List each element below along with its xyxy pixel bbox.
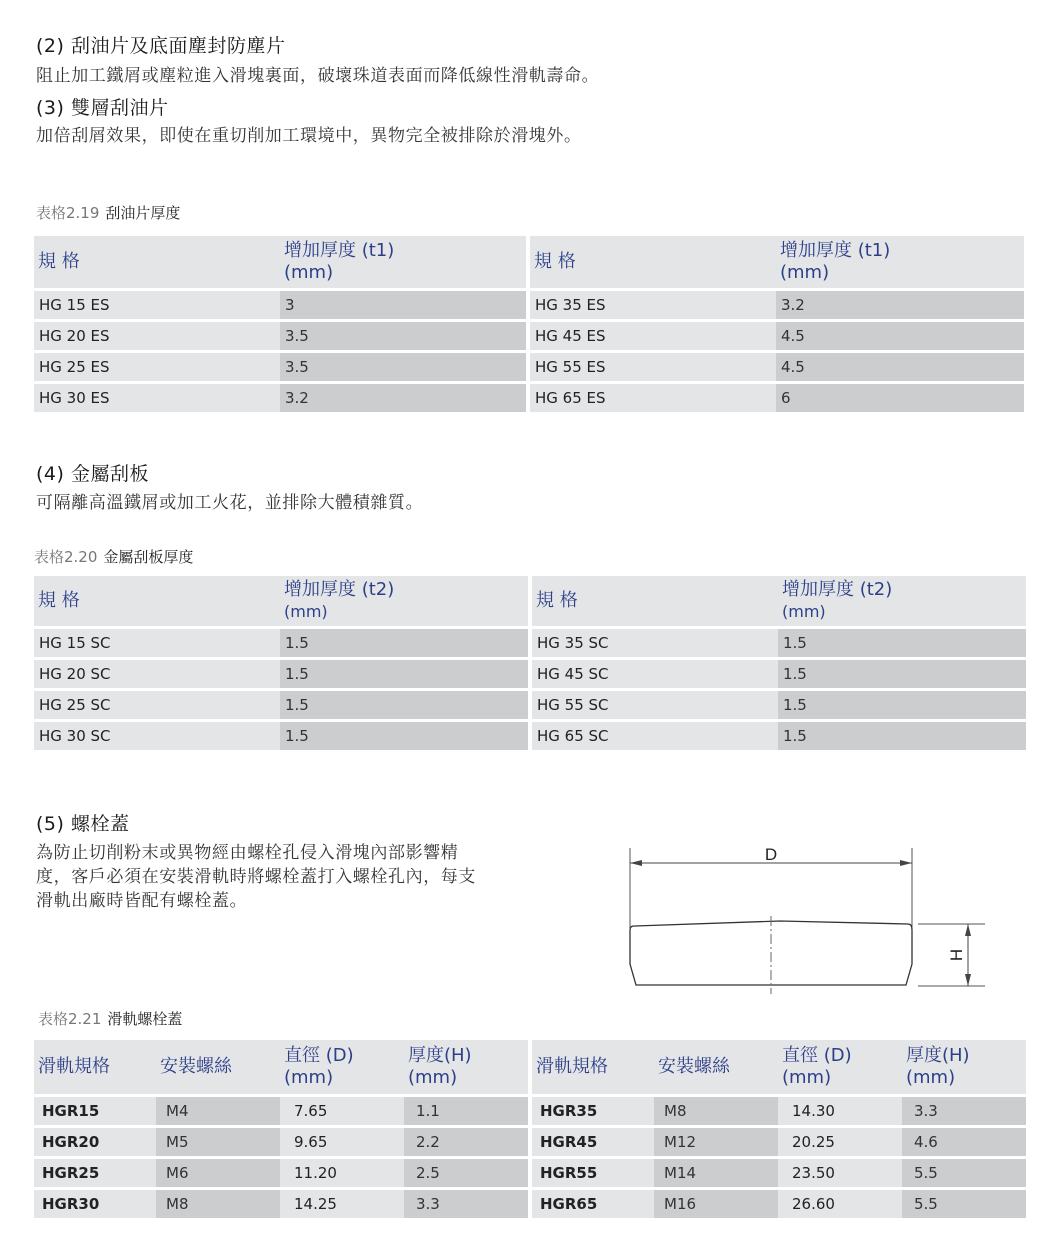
header-thickness-unit: (mm) xyxy=(408,1067,458,1088)
value-cell: 1.5 xyxy=(280,691,528,719)
spec-cell: HG 55 SC xyxy=(532,691,778,719)
section-5-text-line: 度，客戶必須在安裝滑軌時將螺栓蓋打入螺栓孔內，每支 xyxy=(36,867,476,887)
d-label: D xyxy=(764,845,778,864)
spec-cell: HG 25 ES xyxy=(34,353,280,381)
thickness-cell: 4.6 xyxy=(902,1128,1026,1156)
table-row xyxy=(34,291,1024,319)
section-4-heading: (4) 金屬刮板 xyxy=(36,463,149,485)
caption-number: 表格2.19 xyxy=(36,204,100,222)
value-cell: 3.5 xyxy=(280,322,526,350)
header-rail: 滑軌規格 xyxy=(532,1040,654,1094)
h-arrow-bottom xyxy=(965,974,971,986)
spec-cell: HG 20 SC xyxy=(34,660,280,688)
table-2-20 xyxy=(34,573,1026,753)
section-3-heading: (3) 雙層刮油片 xyxy=(36,97,169,119)
spec-cell: HG 65 SC xyxy=(532,722,778,750)
table-2-19-caption xyxy=(36,203,180,223)
table-row xyxy=(34,384,1024,412)
table-row xyxy=(34,691,1026,719)
spec-cell: HG 35 SC xyxy=(532,629,778,657)
section-4-text: 可隔離高溫鐵屑或加工火花，並排除大體積雜質。 xyxy=(36,493,424,513)
diameter-cell: 9.65 xyxy=(280,1128,404,1156)
value-cell: 3.5 xyxy=(280,353,526,381)
diameter-cell: 20.25 xyxy=(778,1128,902,1156)
header-diameter xyxy=(778,1040,902,1094)
diameter-cell: 26.60 xyxy=(778,1190,902,1218)
thickness-cell: 3.3 xyxy=(902,1097,1026,1125)
header-thickness xyxy=(280,576,528,626)
screw-cell: M8 xyxy=(156,1190,280,1218)
rail-cell: HGR20 xyxy=(34,1128,156,1156)
value-cell: 3 xyxy=(280,291,526,319)
caption-title: 金屬刮板厚度 xyxy=(103,548,194,566)
table-2-21-caption xyxy=(38,1009,182,1029)
header-thickness xyxy=(776,236,1024,288)
header-thickness-line1: 增加厚度 (t1) xyxy=(284,240,395,261)
diameter-cell: 14.30 xyxy=(778,1097,902,1125)
header-thickness-unit: (mm) xyxy=(780,262,830,283)
table-row xyxy=(34,660,1026,688)
header-thickness-unit: (mm) xyxy=(284,262,334,283)
value-cell: 1.5 xyxy=(280,660,528,688)
header-screw: 安裝螺絲 xyxy=(156,1040,280,1094)
spec-cell: HG 15 ES xyxy=(34,291,280,319)
screw-cell: M12 xyxy=(654,1128,778,1156)
spec-cell: HG 45 ES xyxy=(530,322,776,350)
value-cell: 1.5 xyxy=(778,660,1026,688)
table-row xyxy=(34,322,1024,350)
header-diameter-line1: 直徑 (D) xyxy=(782,1045,852,1066)
screw-cell: M14 xyxy=(654,1159,778,1187)
header-thickness-line1: 增加厚度 (t2) xyxy=(782,579,893,600)
spec-cell: HG 30 ES xyxy=(34,384,280,412)
section-5-heading: (5) 螺栓蓋 xyxy=(36,813,130,835)
header-thickness-line1: 厚度(H) xyxy=(408,1045,472,1066)
header-rail: 滑軌規格 xyxy=(34,1040,156,1094)
value-cell: 3.2 xyxy=(776,291,1024,319)
thickness-cell: 2.5 xyxy=(404,1159,528,1187)
d-arrow-left xyxy=(630,860,642,866)
spec-cell: HG 15 SC xyxy=(34,629,280,657)
caption-title: 滑軌螺栓蓋 xyxy=(107,1010,183,1028)
thickness-cell: 5.5 xyxy=(902,1159,1026,1187)
caption-number: 表格2.21 xyxy=(38,1010,102,1028)
rail-cell: HGR35 xyxy=(532,1097,654,1125)
section-2-text: 阻止加工鐵屑或塵粒進入滑塊裏面，破壞珠道表面而降低線性滑軌壽命。 xyxy=(36,66,600,86)
h-arrow-top xyxy=(965,924,971,936)
header-diameter xyxy=(280,1040,404,1094)
screw-cell: M4 xyxy=(156,1097,280,1125)
table-2-21 xyxy=(34,1037,1026,1221)
spec-cell: HG 30 SC xyxy=(34,722,280,750)
table-row xyxy=(34,1128,1026,1156)
value-cell: 3.2 xyxy=(280,384,526,412)
section-3-text: 加倍刮屑效果，即使在重切削加工環境中，異物完全被排除於滑塊外。 xyxy=(36,126,582,146)
table-row xyxy=(34,353,1024,381)
header-spec: 規 格 xyxy=(532,576,778,626)
header-thickness-unit: (mm) xyxy=(782,602,826,621)
bolt-cap-diagram xyxy=(620,830,1000,1005)
table-header-row xyxy=(34,576,1026,626)
table-header-row xyxy=(34,1040,1026,1094)
spec-cell: HG 35 ES xyxy=(530,291,776,319)
header-thickness xyxy=(404,1040,528,1094)
section-5-text xyxy=(36,841,476,913)
rail-cell: HGR25 xyxy=(34,1159,156,1187)
table-header-row xyxy=(34,236,1024,288)
diameter-cell: 11.20 xyxy=(280,1159,404,1187)
header-thickness-line1: 增加厚度 (t2) xyxy=(284,579,395,600)
value-cell: 1.5 xyxy=(778,691,1026,719)
thickness-cell: 1.1 xyxy=(404,1097,528,1125)
header-thickness-line1: 厚度(H) xyxy=(906,1045,970,1066)
screw-cell: M6 xyxy=(156,1159,280,1187)
value-cell: 4.5 xyxy=(776,322,1024,350)
diameter-cell: 7.65 xyxy=(280,1097,404,1125)
thickness-cell: 5.5 xyxy=(902,1190,1026,1218)
table-2-19 xyxy=(34,233,1024,415)
rail-cell: HGR15 xyxy=(34,1097,156,1125)
diameter-cell: 23.50 xyxy=(778,1159,902,1187)
table-2-20-caption xyxy=(34,547,193,567)
value-cell: 1.5 xyxy=(280,629,528,657)
header-diameter-unit: (mm) xyxy=(782,1067,832,1088)
screw-cell: M16 xyxy=(654,1190,778,1218)
section-5-text-line: 為防止切削粉末或異物經由螺栓孔侵入滑塊內部影響精 xyxy=(36,843,459,863)
screw-cell: M8 xyxy=(654,1097,778,1125)
header-thickness-line1: 增加厚度 (t1) xyxy=(780,240,891,261)
table-row xyxy=(34,1190,1026,1218)
section-2-heading: (2) 刮油片及底面塵封防塵片 xyxy=(36,35,286,57)
spec-cell: HG 55 ES xyxy=(530,353,776,381)
rail-cell: HGR30 xyxy=(34,1190,156,1218)
spec-cell: HG 25 SC xyxy=(34,691,280,719)
header-thickness xyxy=(902,1040,1026,1094)
rail-cell: HGR45 xyxy=(532,1128,654,1156)
value-cell: 6 xyxy=(776,384,1024,412)
h-label: H xyxy=(947,948,966,962)
rail-cell: HGR65 xyxy=(532,1190,654,1218)
header-thickness-unit: (mm) xyxy=(284,602,328,621)
header-diameter-line1: 直徑 (D) xyxy=(284,1045,354,1066)
table-row xyxy=(34,1097,1026,1125)
header-diameter-unit: (mm) xyxy=(284,1067,334,1088)
table-row xyxy=(34,1159,1026,1187)
caption-title: 刮油片厚度 xyxy=(105,204,181,222)
table-row xyxy=(34,722,1026,750)
value-cell: 4.5 xyxy=(776,353,1024,381)
d-arrow-right xyxy=(900,860,912,866)
thickness-cell: 2.2 xyxy=(404,1128,528,1156)
caption-number: 表格2.20 xyxy=(34,548,98,566)
diameter-cell: 14.25 xyxy=(280,1190,404,1218)
header-thickness-unit: (mm) xyxy=(906,1067,956,1088)
header-spec: 規 格 xyxy=(34,576,280,626)
value-cell: 1.5 xyxy=(280,722,528,750)
spec-cell: HG 20 ES xyxy=(34,322,280,350)
header-screw: 安裝螺絲 xyxy=(654,1040,778,1094)
value-cell: 1.5 xyxy=(778,722,1026,750)
table-row xyxy=(34,629,1026,657)
screw-cell: M5 xyxy=(156,1128,280,1156)
header-spec: 規 格 xyxy=(34,236,280,288)
thickness-cell: 3.3 xyxy=(404,1190,528,1218)
spec-cell: HG 65 ES xyxy=(530,384,776,412)
rail-cell: HGR55 xyxy=(532,1159,654,1187)
header-thickness xyxy=(280,236,526,288)
spec-cell: HG 45 SC xyxy=(532,660,778,688)
section-5-text-line: 滑軌出廠時皆配有螺栓蓋。 xyxy=(36,891,248,911)
value-cell: 1.5 xyxy=(778,629,1026,657)
header-spec: 規 格 xyxy=(530,236,776,288)
header-thickness xyxy=(778,576,1026,626)
